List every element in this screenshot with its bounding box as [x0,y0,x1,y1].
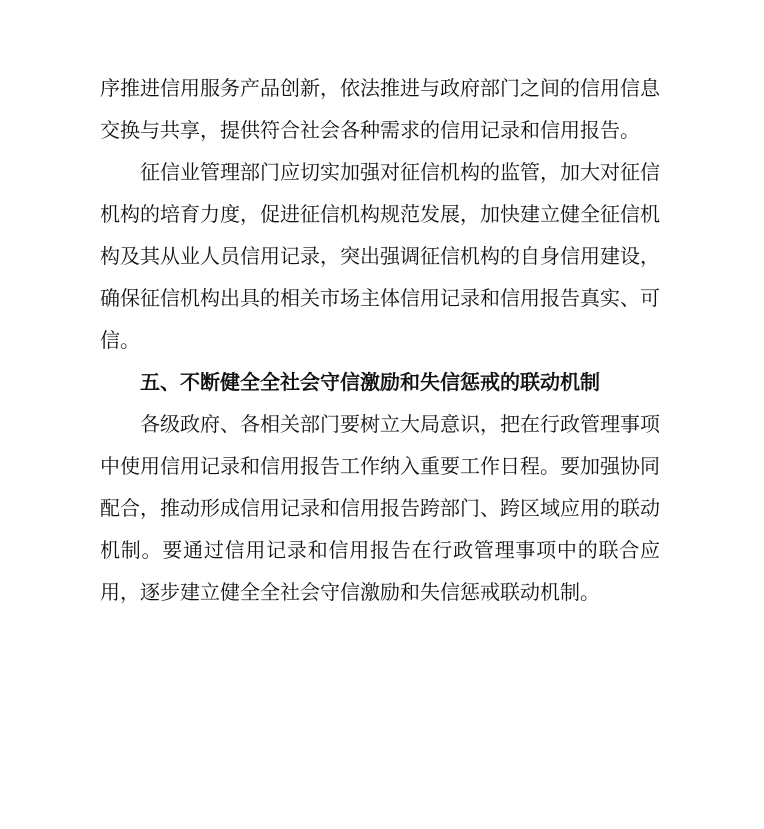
paragraph-line: 中使用信用记录和信用报告工作纳入重要工作日程。要加强协同 [100,454,660,478]
paragraph-line: 确保征信机构出具的相关市场主体信用记录和信用报告真实、可 [100,286,660,310]
paragraph-line: 用，逐步建立健全全社会守信激励和失信惩戒联动机制。 [100,580,600,604]
paragraph-line: 信。 [100,328,140,352]
paragraph-line: 构及其从业人员信用记录，突出强调征信机构的自身信用建设， [100,244,660,268]
paragraph-line: 交换与共享，提供符合社会各种需求的信用记录和信用报告。 [100,118,640,142]
paragraph-line: 序推进信用服务产品创新，依法推进与政府部门之间的信用信息 [100,76,660,100]
section-heading: 五、不断健全全社会守信激励和失信惩戒的联动机制 [140,370,600,394]
paragraph-line: 征信业管理部门应切实加强对征信机构的监管，加大对征信 [140,160,660,184]
paragraph-line: 机制。要通过信用记录和信用报告在行政管理事项中的联合应 [100,538,660,562]
paragraph-line: 配合，推动形成信用记录和信用报告跨部门、跨区域应用的联动 [100,496,660,520]
paragraph-line: 各级政府、各相关部门要树立大局意识，把在行政管理事项 [140,412,660,436]
paragraph-line: 机构的培育力度，促进征信机构规范发展，加快建立健全征信机 [100,202,660,226]
